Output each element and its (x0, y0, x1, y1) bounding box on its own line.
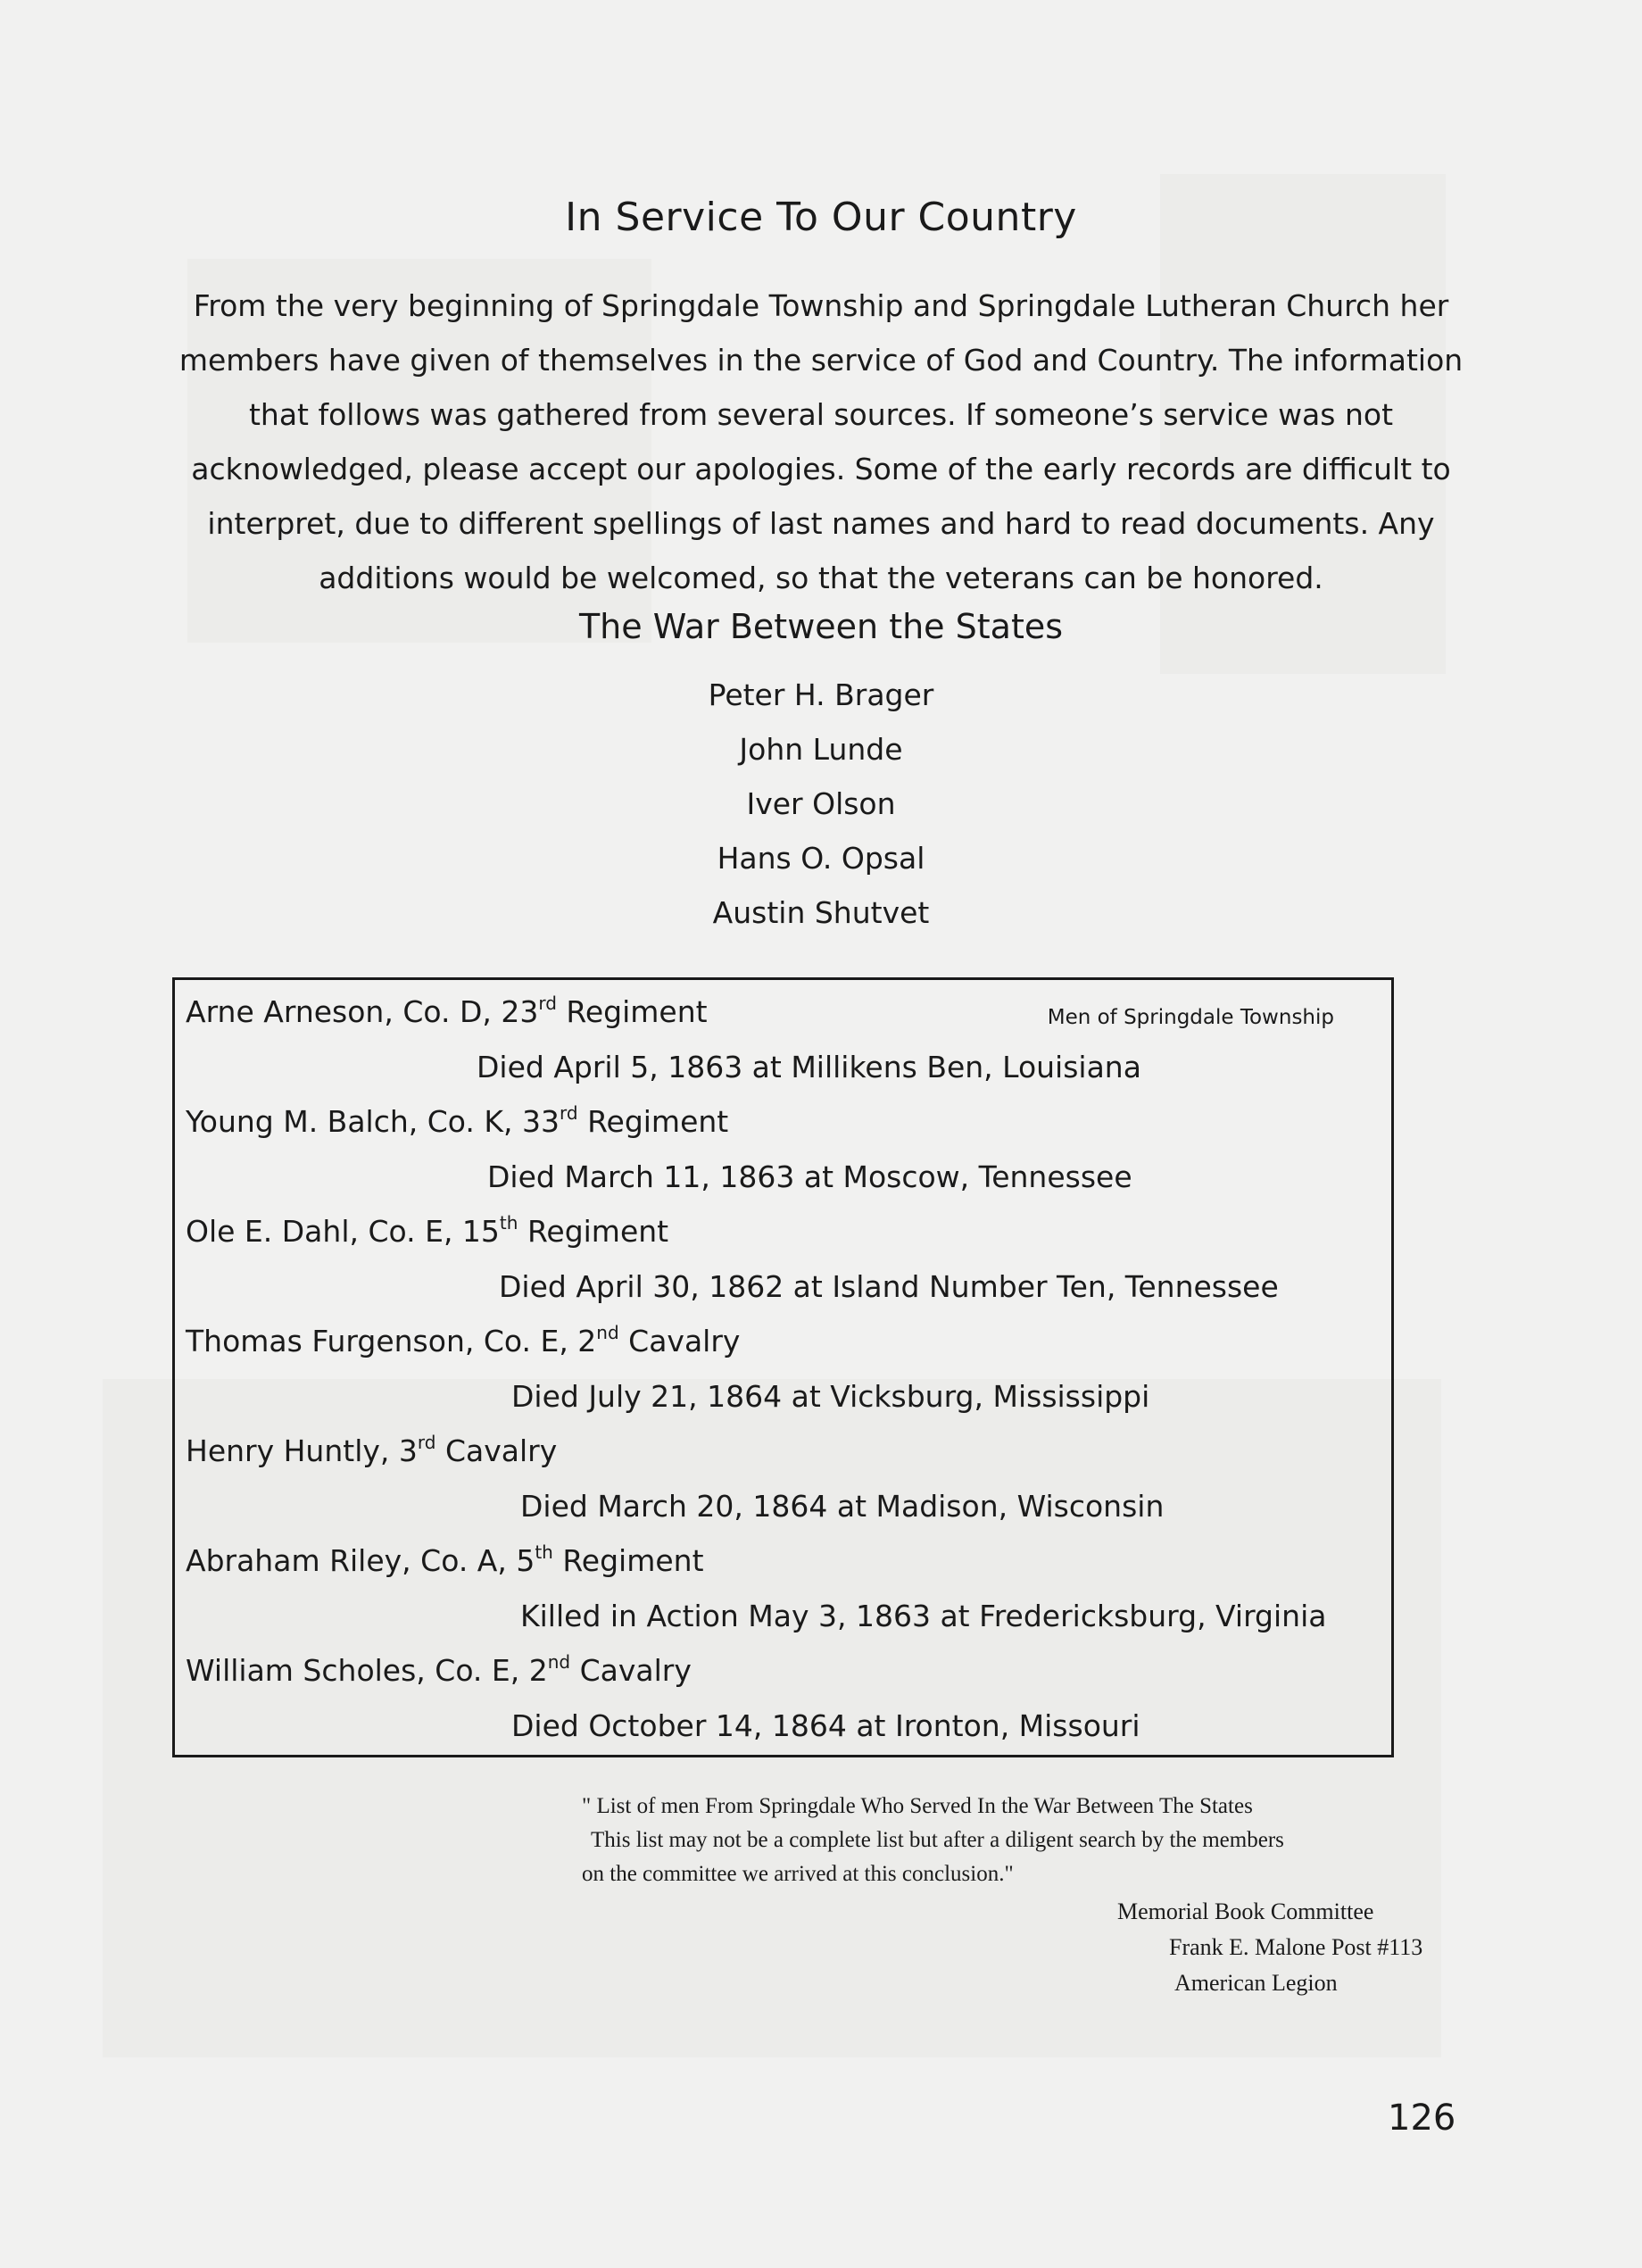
quote-line: This list may not be a complete list but after a diligent search by the members (591, 1828, 1284, 1852)
death-record: Died March 11, 1863 at Moscow, Tennessee (487, 1159, 1132, 1194)
intro-line: members have given of themselves in the service of God and Country. The information (178, 343, 1464, 378)
veterans-list (0, 668, 1642, 940)
signature-post: Frank E. Malone Post #113 (1169, 1934, 1423, 1960)
soldier-name: Thomas Furgenson, Co. E, 2nd Cavalry (186, 1322, 741, 1358)
veteran-name: Hans O. Opsal (717, 841, 925, 876)
veteran-name: Peter H. Brager (708, 677, 934, 712)
death-record: Killed in Action May 3, 1863 at Fredericksburg, Virginia (520, 1599, 1327, 1633)
death-record: Died April 5, 1863 at Millikens Ben, Louisiana (477, 1050, 1141, 1084)
veteran-name: Iver Olson (746, 786, 896, 821)
veteran-name: Austin Shutvet (712, 895, 930, 930)
page-title: In Service To Our Country (565, 195, 1077, 240)
death-record: Died July 21, 1864 at Vicksburg, Mississippi (511, 1379, 1150, 1414)
soldier-name: Ole E. Dahl, Co. E, 15th Regiment (186, 1212, 669, 1249)
intro-paragraph (178, 278, 1464, 605)
quote-line: on the committee we arrived at this conclusion." (582, 1862, 1014, 1886)
intro-line: additions would be welcomed, so that the veterans can be honored. (319, 561, 1323, 595)
soldier-name: Arne Arneson, Co. D, 23rd Regiment (186, 993, 708, 1029)
death-record: Died March 20, 1864 at Madison, Wisconsin (520, 1489, 1165, 1524)
page-number: 126 (1388, 2098, 1456, 2139)
veteran-name: John Lunde (739, 732, 903, 767)
section-title: The War Between the States (578, 607, 1064, 646)
death-record: Died October 14, 1864 at Ironton, Missouri (511, 1708, 1140, 1743)
death-record: Died April 30, 1862 at Island Number Ten, Tennessee (499, 1269, 1279, 1304)
intro-line: From the very beginning of Springdale Township and Springdale Lutheran Church her (193, 288, 1449, 323)
committee-quote (582, 1790, 1284, 1891)
signature-legion: American Legion (1174, 1970, 1338, 1996)
fallen-soldiers-box (172, 977, 1394, 1757)
soldier-name: Young M. Balch, Co. K, 33rd Regiment (186, 1102, 729, 1139)
soldier-name: William Scholes, Co. E, 2nd Cavalry (186, 1651, 692, 1688)
intro-line: interpret, due to different spellings of last names and hard to read documents. Any (207, 506, 1435, 541)
intro-line: acknowledged, please accept our apologies. Some of the early records are difficult to (191, 452, 1451, 486)
intro-line: that follows was gathered from several sources. If someone’s service was not (248, 397, 1394, 432)
signature-committee: Memorial Book Committee (1117, 1898, 1374, 1924)
box-label: Men of Springdale Township (1047, 1006, 1334, 1029)
quote-line: " List of men From Springdale Who Served In the War Between The States (582, 1794, 1253, 1818)
soldier-name: Henry Huntly, 3rd Cavalry (186, 1432, 558, 1468)
soldier-name: Abraham Riley, Co. A, 5th Regiment (186, 1541, 704, 1578)
